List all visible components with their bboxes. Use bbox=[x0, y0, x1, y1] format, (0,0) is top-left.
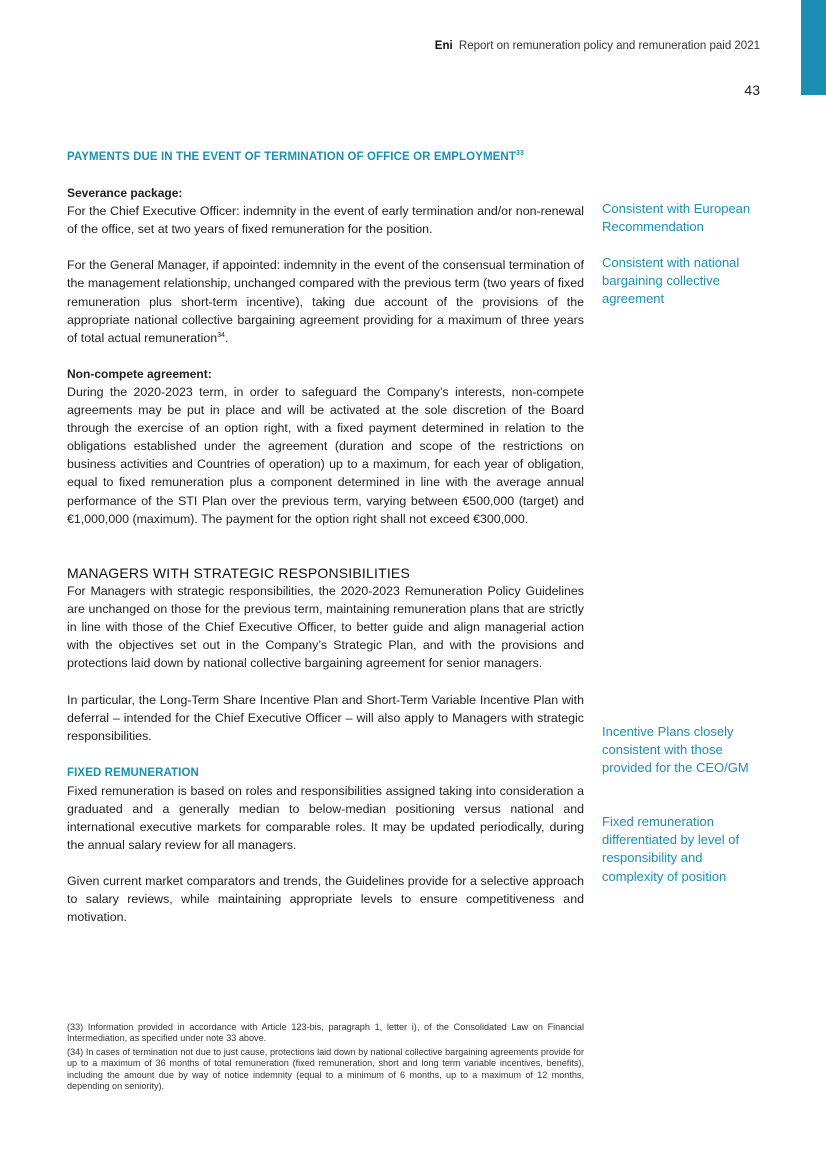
page-number: 43 bbox=[744, 82, 760, 98]
footnotes bbox=[67, 1022, 584, 1094]
running-header bbox=[435, 40, 760, 52]
report-title: Report on remuneration policy and remuneration paid 2021 bbox=[458, 40, 760, 52]
footnote-ref-33: 33 bbox=[515, 150, 524, 158]
main-content bbox=[67, 148, 584, 926]
severance-ceo-paragraph: For the Chief Executive Officer: indemnity in the event of early termination and/or non-renewal of the office, set at two years of fixed remuneration for the position. bbox=[67, 204, 584, 237]
severance-gm-paragraph: For the General Manager, if appointed: indemnity in the event of the consensual termination of the management relationship, unchanged compared with the previous term (two years of fixed remuneration plus short-term incentive), taking due account of the provisions of the appropriate national collective bargaining agreement providing for a maximum of three years of total actual remuneration$^{34}$. bbox=[67, 258, 584, 345]
footnote-ref-34: 34 bbox=[217, 331, 225, 339]
fixed-remuneration-paragraph: Fixed remuneration is based on roles and responsibilities assigned taking into consideration a graduated and a generally median to below-median positioning versus national and international executive markets for comparable roles. It may be updated periodically, during the annual salary review for all managers. bbox=[67, 783, 584, 852]
sidenote-national: Consistent with national bargaining collective agreement bbox=[602, 255, 740, 307]
section-tab-marker bbox=[801, 0, 826, 95]
footnote-33: (33) Information provided in accordance with Article 123-bis, paragraph 1, letter i), of the Consolidated Law on Financial Intermediation, as specified under note 33 above. bbox=[67, 1022, 584, 1044]
severance-heading: Severance package: bbox=[67, 186, 183, 201]
managers-paragraph: For Managers with strategic responsibilities, the 2020-2023 Remuneration Policy Guidelines are unchanged on those for the previous term, maintaining remuneration plans that are strictly in line with those of the Chief Executive Officer, to better guide and align managerial action with the objectives set out in the Company’s Strategic Plan, and with the provisions and protections laid down by national collective bargaining agreement for senior managers. bbox=[67, 583, 584, 671]
fixed-remuneration-heading: FIXED REMUNERATION bbox=[67, 766, 199, 779]
brand-name: Eni bbox=[434, 40, 453, 52]
section-title-termination: PAYMENTS DUE IN THE EVENT OF TERMINATION OF OFFICE OR EMPLOYMENT$^{33}$ bbox=[67, 150, 524, 163]
noncompete-paragraph: During the 2020-2023 term, in order to safeguard the Company’s interests, non-compete agreements may be put in place and will be activated at the sole discretion of the Board through the exercise of an option right, with a fixed payment determined in relation to the obligations established under the agreement (duration and scope of the restrictions on business activities and Countries of operation) up to a maximum, for each year of obligation, equal to fixed remuneration plus a component determined in line with the average annual performance of the STI Plan over the previous term, varying between €500,000 (target) and €1,000,000 (maximum). The payment for the option right shall not exceed €300,000. bbox=[67, 384, 584, 526]
sidenote-incentive-plans: Incentive Plans closely consistent with those provided for the CEO/GM bbox=[602, 724, 749, 776]
noncompete-heading: Non-compete agreement: bbox=[67, 366, 212, 381]
sidenote-european: Consistent with European Recommendation bbox=[602, 201, 751, 235]
section-title-managers: MANAGERS WITH STRATEGIC RESPONSIBILITIES bbox=[67, 564, 411, 581]
salary-review-paragraph: Given current market comparators and trends, the Guidelines provide for a selective approach to salary reviews, while maintaining appropriate levels to ensure competitiveness and motivation. bbox=[67, 874, 584, 925]
incentive-plans-paragraph: In particular, the Long-Term Share Incentive Plan and Short-Term Variable Incentive Plan with deferral – intended for the Chief Executive Officer – will also apply to Managers with strategic responsibilities. bbox=[67, 693, 584, 744]
sidenote-fixed-remuneration: Fixed remuneration differentiated by level of responsibility and complexity of position bbox=[602, 814, 740, 884]
footnote-34: (34) In cases of termination not due to just cause, protections laid down by national collective bargaining agreements provide for up to a maximum of 36 months of total remuneration (fixed remuneration, short and long term variable incentives, benefits), including the amount due by way of notice indemnity (equal to a minimum of 6 months, up to a maximum of 12 months, depending on seniority). bbox=[67, 1046, 584, 1092]
